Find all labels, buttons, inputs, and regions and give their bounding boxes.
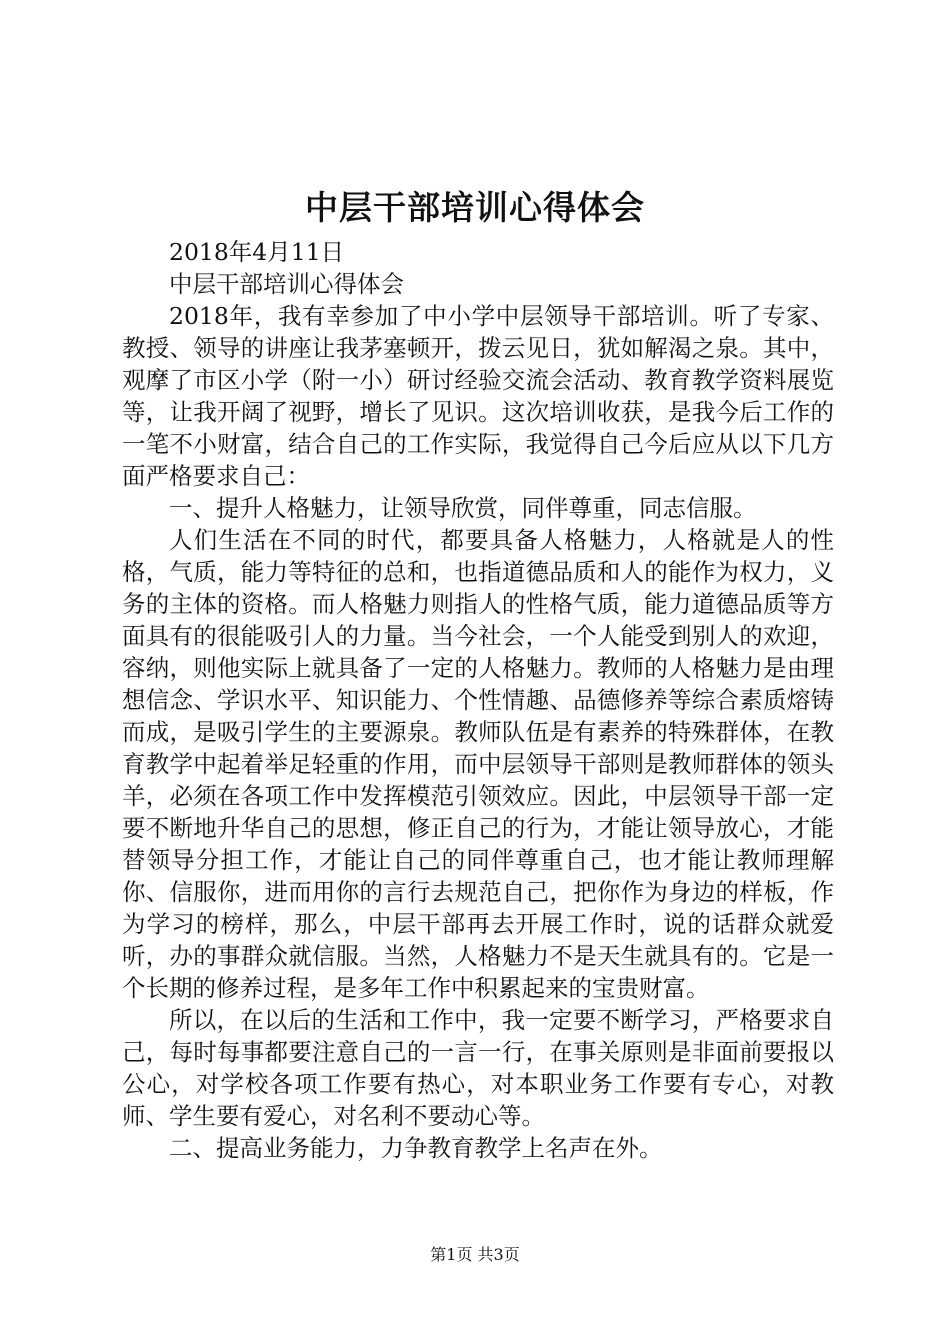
intro-paragraph: 2018年，我有幸参加了中小学中层领导干部培训。听了专家、教授、领导的讲座让我茅塞顿开，拨云见日，犹如解渴之泉。其中，观摩了市区小学（附一小）研讨经验交流会活动、教育教学资料展览等，让我开阔了视野，增长了见识。这次培训收获，是我今后工作的一笔不小财富，结合自己的工作实际，我觉得自己今后应从以下几方面严格要求自己：	[122, 302, 834, 490]
page-footer: 第1页 共3页	[430, 1245, 520, 1264]
document-body	[122, 236, 834, 1164]
section-heading-1: 一、提升人格魅力，让领导欣赏，同伴尊重，同志信服。	[169, 494, 757, 522]
section-heading-2: 二、提高业务能力，力争教育教学上名声在外。	[169, 1134, 663, 1162]
date-line: 2018年4月11日	[169, 238, 345, 266]
body-paragraph: 人们生活在不同的时代，都要具备人格魅力，人格就是人的性格，气质，能力等特征的总和，也指道德品质和人的能作为权力，义务的主体的资格。而人格魅力则指人的性格气质，能力道德品质等方面具有的很能吸引人的力量。当今社会，一个人能受到别人的欢迎，容纳，则他实际上就具备了一定的人格魅力。教师的人格魅力是由理想信念、学识水平、知识能力、个性情趣、品德修养等综合素质熔铸而成，是吸引学生的主要源泉。教师队伍是有素养的特殊群体，在教育教学中起着举足轻重的作用，而中层领导干部则是教师群体的领头羊，必须在各项工作中发挥模范引领效应。因此，中层领导干部一定要不断地升华自己的思想，修正自己的行为，才能让领导放心，才能替领导分担工作，才能让自己的同伴尊重自己，也才能让教师理解你、信服你，进而用你的言行去规范自己，把你作为身边的样板，作为学习的榜样，那么，中层干部再去开展工作时，说的话群众就爱听，办的事群众就信服。当然，人格魅力不是天生就具有的。它是一个长期的修养过程，是多年工作中积累起来的宝贵财富。	[122, 526, 834, 1002]
body-paragraph: 所以，在以后的生活和工作中，我一定要不断学习，严格要求自己，每时每事都要注意自己的一言一行，在事关原则是非面前要报以公心，对学校各项工作要有热心，对本职业务工作要有专心，对教师、学生要有爱心，对名利不要动心等。	[122, 1006, 834, 1130]
document-title: 中层干部培训心得体会	[305, 188, 645, 227]
subtitle-line: 中层干部培训心得体会	[169, 270, 404, 298]
